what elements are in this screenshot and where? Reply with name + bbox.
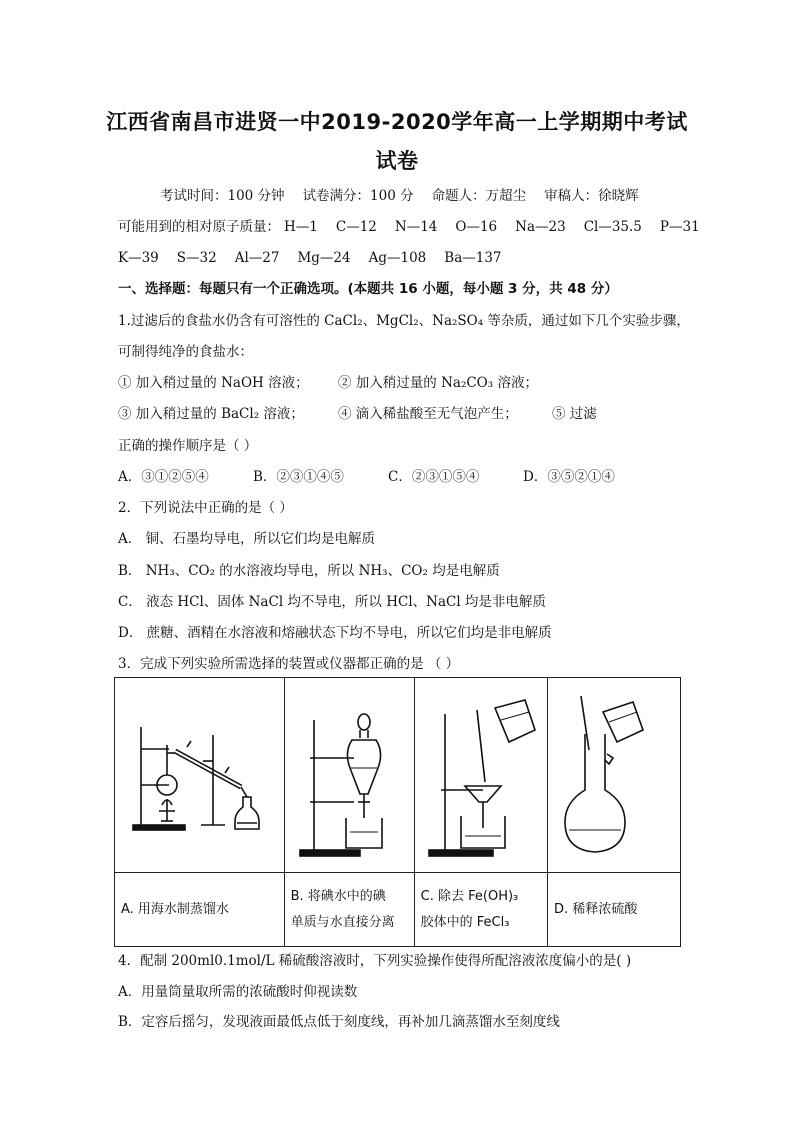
q2-option: D． 蔗糖、酒精在水溶液和熔融状态下均不导电，所以它们均是非电解质 (118, 625, 552, 641)
apparatus-separatory-funnel (284, 678, 414, 873)
exam-title-line2: 试卷 (375, 149, 419, 173)
q1-steps-row2 (118, 405, 597, 423)
q4-stem: 4．配制 200ml0.1mol/L 稀硫酸溶液时，下列实验操作使得所配溶液浓度偏小的是( ) (118, 953, 632, 969)
exam-author: 命题人：万超尘 (431, 188, 527, 204)
exam-title-line1: 江西省南昌市进贤一中2019-2020学年高一上学期期中考试 (106, 110, 688, 134)
exam-score: 试卷满分：100 分 (302, 188, 414, 204)
q1-option: A．③①②⑤④ (118, 469, 209, 485)
q3-stem: 3．完成下列实验所需选择的装置或仪器都正确的是 （ ） (118, 656, 460, 672)
q3-apparatus-table (114, 677, 681, 947)
q1-step: ① 加入稍过量的 NaOH 溶液； (118, 375, 309, 391)
volumetric-flask-drawing (559, 690, 669, 860)
apparatus-volumetric-flask (548, 678, 681, 873)
q1-step: ④ 滴入稀盐酸至无气泡产生； (338, 406, 518, 422)
atom-mass: K—39 (118, 250, 159, 266)
q3-caption-a: A. 用海水制蒸馏水 (115, 873, 285, 947)
q1-stem-line1: 1.过滤后的食盐水仍含有可溶性的 CaCl₂、MgCl₂、Na₂SO₄ 等杂质，通过如下几个实验步骤， (118, 313, 690, 329)
q2-option: A． 铜、石墨均导电，所以它们均是电解质 (118, 531, 376, 547)
q4-option: A．用量筒量取所需的浓硫酸时仰视读数 (118, 984, 358, 1000)
q1-stem-line2: 可制得纯净的食盐水： (118, 344, 253, 360)
q3-caption-d: D. 稀释浓硫酸 (548, 873, 681, 947)
apparatus-distillation (115, 678, 285, 873)
atom-mass: Ag—108 (368, 250, 427, 266)
atom-mass: O—16 (455, 219, 498, 235)
q1-step: ③ 加入稍过量的 BaCl₂ 溶液； (118, 406, 304, 422)
q4-option: B．定容后摇匀，发现液面最低点低于刻度线，再补加几滴蒸馏水至刻度线 (118, 1014, 560, 1030)
atomic-mass-row2 (118, 249, 520, 267)
q3-caption-c: C. 除去 Fe(OH)₃ 胶体中的 FeCl₃ (414, 873, 547, 947)
atom-mass: Mg—24 (297, 250, 351, 266)
filtration-setup-drawing (421, 690, 541, 860)
atom-mass: S—32 (176, 250, 217, 266)
atom-mass: P—31 (659, 219, 700, 235)
atom-mass: Cl—35.5 (583, 219, 642, 235)
q1-ask: 正确的操作顺序是（ ） (118, 438, 258, 454)
q3-caption-b: B. 将碘水中的碘 单质与水直接分离 (284, 873, 414, 947)
q1-step: ⑤ 过滤 (552, 406, 597, 422)
q1-step: ② 加入稍过量的 Na₂CO₃ 溶液； (338, 375, 538, 391)
q2-stem: 2．下列说法中正确的是（ ） (118, 500, 293, 516)
apparatus-filtration (414, 678, 547, 873)
q2-option: B． NH₃、CO₂ 的水溶液均导电，所以 NH₃、CO₂ 均是电解质 (118, 563, 500, 579)
atom-mass: Al—27 (234, 250, 280, 266)
atom-mass: Na—23 (515, 219, 566, 235)
q2-option: C． 液态 HCl、固体 NaCl 均不导电，所以 HCl、NaCl 均是非电解质 (118, 594, 546, 610)
exam-time: 考试时间：100 分钟 (160, 188, 285, 204)
atom-mass: H—1 (284, 219, 318, 235)
distillation-setup-drawing (129, 715, 269, 835)
exam-meta (160, 187, 657, 205)
atom-mass: Ba—137 (444, 250, 502, 266)
separatory-funnel-drawing (294, 690, 404, 860)
atomic-mass-label: 可能用到的相对原子质量： (118, 219, 280, 235)
q1-option: C．②③①⑤④ (388, 469, 480, 485)
q1-option: D．③⑤②①④ (523, 469, 615, 485)
exam-reviewer: 审稿人：徐晓辉 (544, 188, 639, 204)
q1-steps-row1 (118, 374, 538, 392)
q1-option: B．②③①④⑤ (253, 469, 344, 485)
atom-mass: C—12 (335, 219, 377, 235)
atom-mass: N—14 (394, 219, 438, 235)
q1-options (118, 468, 658, 486)
section-heading: 一、选择题：每题只有一个正确选项。(本题共 16 小题，每小题 3 分，共 48 分） (118, 281, 618, 297)
atomic-mass-row1 (118, 218, 718, 236)
